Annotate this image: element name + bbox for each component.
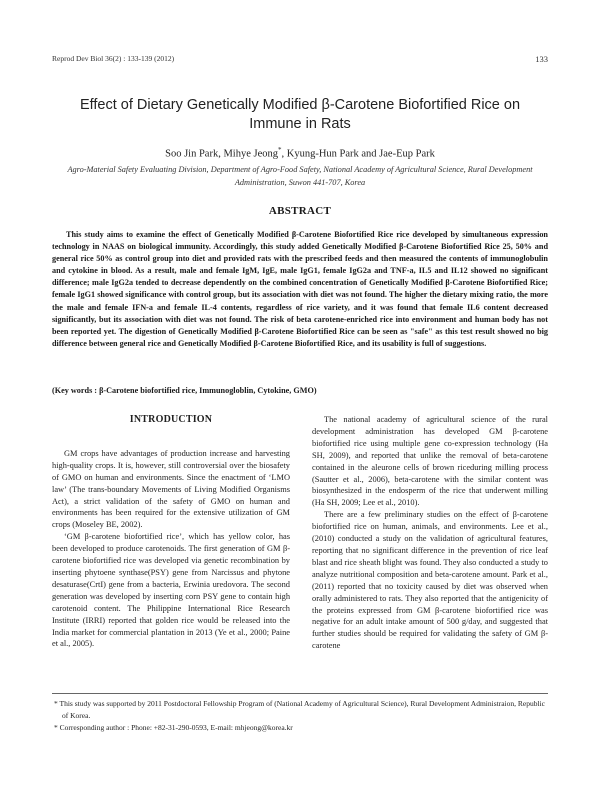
corresponding-mark: * [277, 146, 282, 154]
paragraph: GM crops have advantages of production increase and harvesting high-quality crops. It is, however, still controversial over the biosafety of GMO on human and environments. Since the enactment of ‘LMO law’ (The trans-boundary Movements of Living Modified Organisms Act), a strict validation of the safety of GMO on human and environments has been required for the extensive utilization of GM crops (Moseley BE, 2002). [52, 448, 290, 530]
abstract-body: This study aims to examine the effect of Genetically Modified β-Carotene Biofortified Rice rice developed by simultaneous expression technology in NAAS on biological immunity. Accordingly, this study added Genetically Modified β-Carotene Biofortified Rice 25, 50% and general rice 50% as control group into diet and provided rats with the prescribed feeds and then measured the contents of immunoglobulin and cytokine in blood. As a result, male and female IgM, IgE, male IgG1, female IgG2a and TNF-a, IL5 and IL12 showed no significant difference; male IgG2a tended to decrease dependently on the combined concentration of Genetically Modified β-Carotene Biofortified Rice; female IgG1 showed significance with control group, but its association with diet was not found. The higher the dietary mixing ratio, the more the male and female IFN-a and female IL-4 contents, regardless of rice variety, and it was found that female IL6 content decreased significantly, but its association with diet was not found. The risk of beta carotene-enriched rice into environment and human body has not been reported yet. The digestion of Genetically Modified β-Carotene Biofortified Rice can be seen as "safe" as this test result showed no big difference between general rice and Genetically Modified β-Carotene Biofortified Rice, and its usability is full of suggestions. [52, 230, 548, 348]
footnote-corresponding-author: * Corresponding author : Phone: +82-31-290-0593, E-mail: mhjeong@korea.kr [54, 723, 293, 732]
author-list [60, 146, 540, 160]
running-header [52, 54, 548, 66]
right-column [312, 414, 548, 652]
journal-reference: Reprod Dev Biol 36(2) : 133-139 (2012) [52, 54, 175, 63]
footnote-funding: * This study was supported by 2011 Postdoctoral Fellowship Program of (National Academy of Agricultural Science), Rural Development Administraion, Republic of Korea. [54, 699, 545, 720]
paper-title: Effect of Dietary Genetically Modified β-Carotene Biofortified Rice on Immune in Rats [79, 97, 521, 132]
authors-rest: , Kyung-Hun Park and Jae-Eup Park [281, 148, 435, 160]
affiliation: Agro-Material Safety Evaluating Division, Department of Agro-Food Safety, National Academy of Agricultural Science, Rural Development Administration, Suwon 441-707, Korea [67, 165, 533, 187]
page-number: 133 [535, 54, 548, 64]
footnotes [52, 698, 548, 734]
authors-first: Soo Jin Park, Mihye Jeong [165, 148, 278, 160]
footnote-divider [52, 693, 548, 694]
paragraph: ‘GM β-carotene biofortified rice’, which has yellow color, has been developed to produce carotenoids. The first generation of GM β-carotene biofortified rice was developed via genetic recombination by inserting phytoene synthase(PSY) gene from Narcissus and phytone desaturase(CrtI) gene from a bacteria, Erwinia uredovora. The second generation was developed by inserting corn PSY gene to contain high carotenoid content. The Philippine International Rice Research Institute (IRRI) reported that golden rice would be released into the India market for commercial plantation in 2013 (Ye et al., 2000; Paine et al., 2005). [52, 532, 290, 649]
keywords: (Key words : β-Carotene biofortified rice, Immunogloblin, Cytokine, GMO) [52, 386, 317, 395]
abstract-heading: ABSTRACT [268, 205, 332, 217]
paragraph: There are a few preliminary studies on the effect of β-carotene biofortified rice on human, animals, and environments. Lee et al., (2010) conducted a study on the validation of agricultural features, reporting that no significant difference in the prevention of rice leaf blast and rice sheath blight was found. They also conducted a study to analyze nutritional composition and beta-carotene amount. Park et al., (2011) reported that no toxicity caused by diet was observed when orally administered to rats. They also reported that the antigenicity of the proteins expressed from GM β-carotene biofortified rice was negative for an adult intake amount of 500 g/day, and suggested that further studies should be required for validating the safety of GM β-carotene [312, 510, 548, 651]
section-heading-introduction: INTRODUCTION [129, 414, 213, 425]
left-column [52, 414, 290, 650]
paragraph: The national academy of agricultural science of the rural development administration has developed GM β-carotene biofortified rice using multiple gene co-expression technology (Ha SH, 2009), and reported that unlike the removal of beta-carotene contained in the aleurone cells of brown riceduring milling process (Sautter et al., 2006), beta-carotene with the similar content was biosynthesized in the endosperm of the rice that underwent milling (Ha SH, 2009; Lee et al., 2010). [312, 415, 548, 508]
